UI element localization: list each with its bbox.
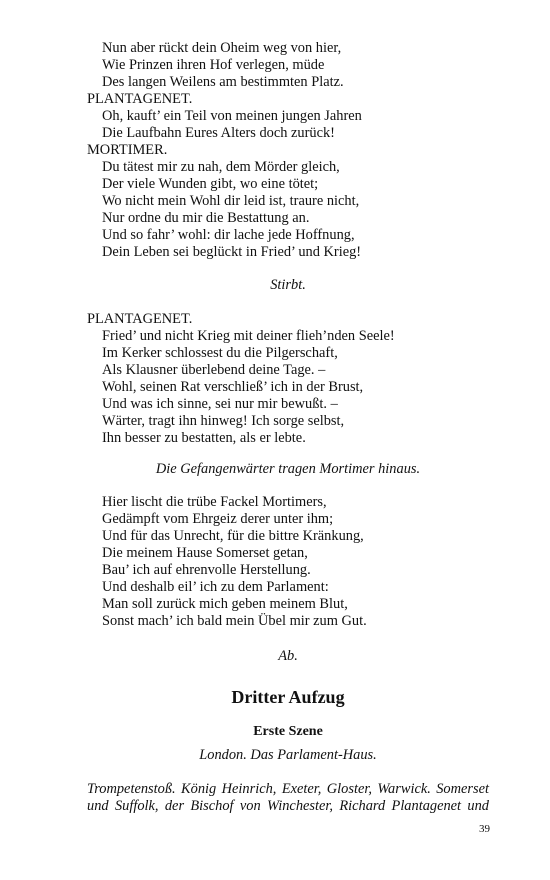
verse-line: Und so fahr’ wohl: dir lache jede Hoffnung,	[102, 227, 355, 243]
verse-line: Und für das Unrecht, für die bittre Kränkung,	[102, 528, 364, 544]
verse-line: Im Kerker schlossest du die Pilgerschaft,	[102, 345, 338, 361]
verse-line: Die meinem Hause Somerset getan,	[102, 545, 308, 561]
verse-line: Wohl, seinen Rat verschließ’ ich in der Brust,	[102, 379, 364, 395]
speaker-name: PLANTAGENET.	[87, 91, 193, 107]
verse-line: Die Laufbahn Eures Alters doch zurück!	[102, 125, 335, 141]
page-number: 39	[479, 823, 490, 835]
verse-line: Wie Prinzen ihren Hof verlegen, müde	[102, 57, 325, 73]
stage-direction-line: und Suffolk, der Bischof von Winchester, Richard Plantagenet und	[87, 798, 489, 814]
verse-line: Und deshalb eil’ ich zu dem Parlament:	[102, 579, 329, 595]
verse-line: Wärter, tragt ihn hinweg! Ich sorge selbst,	[102, 413, 345, 429]
verse-line: Oh, kauft’ ein Teil von meinen jungen Jahren	[102, 108, 362, 124]
verse-line: Wo nicht mein Wohl dir leid ist, traure nicht,	[102, 193, 360, 209]
stage-direction-guards: Die Gefangenwärter tragen Mortimer hinaus.	[155, 461, 421, 477]
verse-line: Der viele Wunden gibt, wo eine tötet;	[102, 176, 319, 192]
act-title: Dritter Aufzug	[231, 687, 345, 707]
speaker-name: MORTIMER.	[87, 142, 168, 158]
stage-direction-ab: Ab.	[278, 648, 298, 664]
speaker-name: PLANTAGENET.	[87, 311, 193, 327]
scene-title: Erste Szene	[253, 724, 323, 739]
verse-line: Des langen Weilens am bestimmten Platz.	[102, 74, 344, 90]
scene-place: London. Das Parlament-Haus.	[199, 747, 377, 763]
verse-line: Du tätest mir zu nah, dem Mörder gleich,	[102, 159, 340, 175]
verse-line: Nun aber rückt dein Oheim weg von hier,	[102, 40, 342, 56]
verse-line: Ihn besser zu bestatten, als er lebte.	[102, 430, 306, 446]
verse-line: Nur ordne du mir die Bestattung an.	[102, 210, 310, 226]
verse-line: Dein Leben sei beglückt in Fried’ und Krieg!	[102, 244, 362, 260]
verse-line: Bau’ ich auf ehrenvolle Herstellung.	[102, 562, 311, 578]
verse-line: Sonst mach’ ich bald mein Übel mir zum Gut.	[102, 613, 367, 629]
verse-line: Hier lischt die trübe Fackel Mortimers,	[102, 494, 327, 510]
verse-line: Man soll zurück mich geben meinem Blut,	[102, 596, 348, 612]
verse-line: Gedämpft vom Ehrgeiz derer unter ihm;	[102, 511, 334, 527]
verse-line: Als Klausner überlebend deine Tage. –	[102, 362, 326, 378]
verse-line: Und was ich sinne, sei nur mir bewußt. –	[102, 396, 338, 412]
verse-line: Fried’ und nicht Krieg mit deiner flieh’nden Seele!	[102, 328, 395, 344]
stage-direction-stirbt: Stirbt.	[270, 277, 306, 293]
stage-direction-line: Trompetenstoß. König Heinrich, Exeter, Gloster, Warwick. Somerset	[87, 781, 489, 797]
